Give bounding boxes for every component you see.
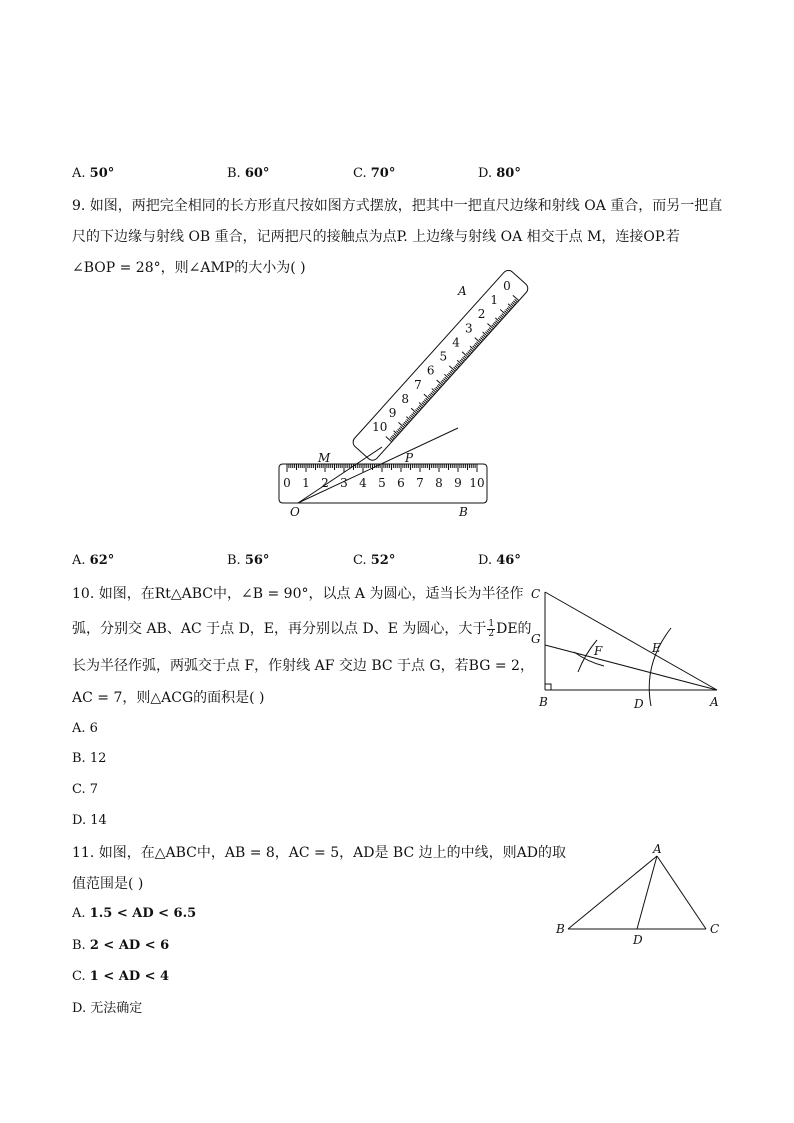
label-d: D <box>633 933 643 947</box>
ray-op <box>298 428 458 503</box>
diagonal-ruler <box>351 268 531 463</box>
q10-option-c: C. 7 <box>72 782 99 797</box>
fraction-one-half: $\frac{1}{2}$ <box>488 618 495 639</box>
label-m: M <box>318 451 331 465</box>
q9-option-b: B. 56° <box>227 553 270 568</box>
h-ruler-number: 0 <box>283 476 291 490</box>
q8-option-c: C. 70° <box>353 166 396 181</box>
label-o: O <box>290 505 300 519</box>
h-ruler-number: 10 <box>469 476 485 490</box>
q10-option-d: D. 14 <box>72 813 107 828</box>
d-ruler-number: 5 <box>439 349 448 364</box>
q10-text-line2: 弧，分别交 AB、AC 于点 D，E，再分别以点 D、E 为圆心，大于 $\frac{1}{2}$ DE的 <box>72 618 532 639</box>
q9-text-line3: ∠BOP = 28°，则∠AMP的大小为( ) <box>72 260 306 276</box>
q9-text-line2: 尺的下边缘与射线 OB 重合，记两把尺的接触点为点P. 上边缘与射线 OA 相交于点 M，连接OP.若 <box>72 229 680 245</box>
label-a: A <box>458 284 467 298</box>
ray-af <box>545 645 717 690</box>
h-ruler-number: 5 <box>378 476 386 490</box>
right-angle-mark <box>545 684 551 690</box>
d-ruler-number: 10 <box>372 420 388 435</box>
h-ruler-number: 2 <box>321 476 329 490</box>
d-ruler-number: 2 <box>477 307 486 322</box>
q9-option-c: C. 52° <box>353 553 396 568</box>
q11-option-c: C. 1 < AD < 4 <box>72 969 170 984</box>
q11-text-line1: 11. 如图，在△ABC中，AB = 8，AC = 5，AD是 BC 边上的中线，则AD的取 <box>72 845 566 861</box>
arc-de <box>649 628 671 706</box>
label-b: B <box>539 695 548 709</box>
q10-option-a: A. 6 <box>72 721 98 736</box>
label-d: D <box>634 697 644 711</box>
q11-option-d: D. 无法确定 <box>72 1001 143 1016</box>
label-c: C <box>531 587 541 601</box>
q10-text-line1: 10. 如图，在Rt△ABC中，∠B = 90°，以点 A 为圆心，适当长为半径作 <box>72 586 524 602</box>
h-ruler-number: 1 <box>302 476 310 490</box>
q9-option-a: A. 62° <box>72 553 115 568</box>
q11-option-a: A. 1.5 < AD < 6.5 <box>72 906 197 921</box>
d-ruler-number: 1 <box>490 293 499 308</box>
q10-option-b: B. 12 <box>72 751 107 766</box>
q8-option-d: D. 80° <box>478 166 521 181</box>
label-f: F <box>594 644 603 658</box>
h-ruler-number: 3 <box>340 476 348 490</box>
label-e: E <box>652 641 661 655</box>
label-a: A <box>710 695 719 709</box>
d-ruler-number: 4 <box>452 335 460 350</box>
q10-text-line4: AC = 7，则△ACG的面积是( ) <box>72 690 265 706</box>
h-ruler-number: 9 <box>454 476 462 490</box>
label-a: A <box>653 842 662 856</box>
h-ruler-number: 4 <box>359 476 367 490</box>
q9-text-line1: 9. 如图，两把完全相同的长方形直尺按如图方式摆放，把其中一把直尺边缘和射线 OA 重合，而另一把直 <box>72 198 723 214</box>
h-ruler-number: 6 <box>397 476 405 490</box>
label-b: B <box>556 922 565 936</box>
d-ruler-number: 0 <box>503 278 511 293</box>
d-ruler-number: 9 <box>388 406 397 421</box>
q11-option-b: B. 2 < AD < 6 <box>72 938 170 953</box>
q9-option-d: D. 46° <box>478 553 521 568</box>
q9-ruler-figure <box>270 278 511 520</box>
h-ruler-number: 7 <box>416 476 424 490</box>
q10-triangle-figure <box>525 582 725 712</box>
q8-option-b: B. 60° <box>227 166 270 181</box>
d-ruler-number: 7 <box>414 377 422 392</box>
q11-triangle-figure <box>550 838 730 948</box>
q10-text-line3: 长为半径作弧，两弧交于点 F，作射线 AF 交边 BC 于点 G，若BG = 2， <box>72 658 534 674</box>
q8-option-a: A. 50° <box>72 166 115 181</box>
label-p: P <box>405 451 414 465</box>
d-ruler-number: 8 <box>401 391 410 406</box>
d-ruler-number: 3 <box>464 321 473 336</box>
median-ad <box>637 856 657 929</box>
label-g: G <box>531 632 541 646</box>
h-ruler-number: 8 <box>435 476 443 490</box>
label-c: C <box>710 922 720 936</box>
q11-text-line2: 值范围是( ) <box>72 876 144 892</box>
d-ruler-number: 6 <box>426 363 435 378</box>
ray-oa <box>298 447 382 503</box>
label-b: B <box>459 505 468 519</box>
